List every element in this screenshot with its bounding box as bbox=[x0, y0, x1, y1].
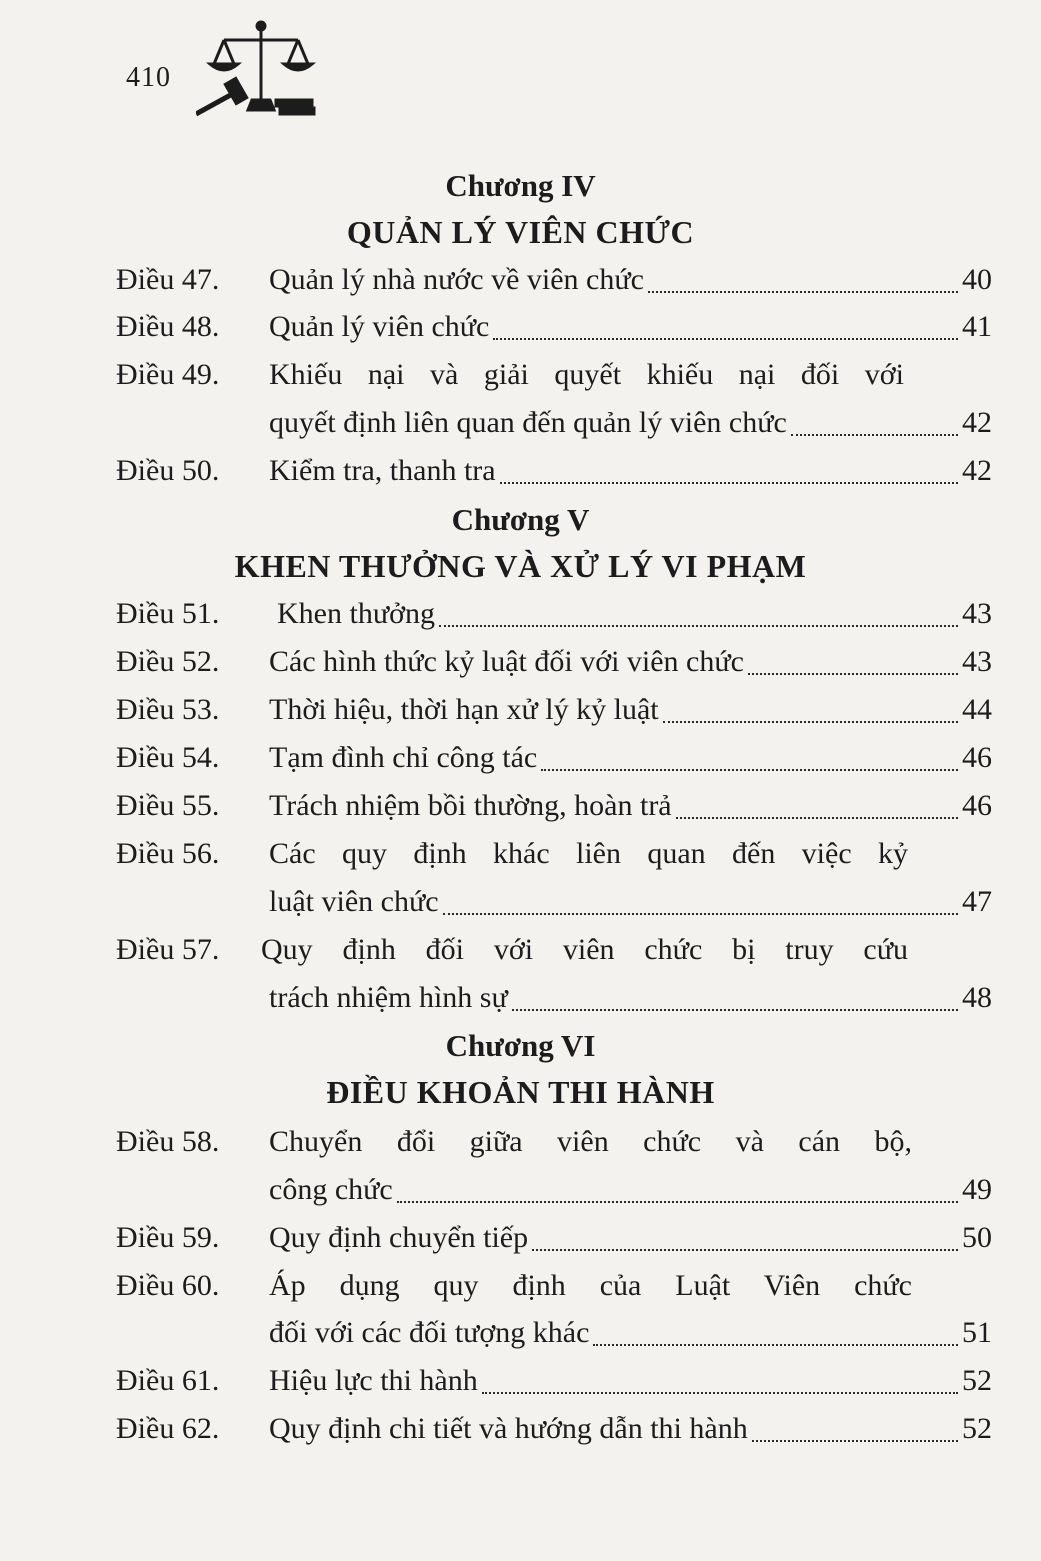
article-number: Điều 56. bbox=[116, 837, 220, 870]
article-number: Điều 48. bbox=[116, 310, 220, 343]
page-reference: 52 bbox=[962, 1364, 992, 1397]
toc-entry-art-54[interactable] bbox=[116, 736, 992, 780]
toc-entry-art-57-cont[interactable] bbox=[116, 976, 992, 1020]
dot-leader bbox=[541, 736, 958, 771]
dot-leader bbox=[752, 1407, 958, 1442]
page-reference: 51 bbox=[962, 1316, 992, 1349]
article-title: Quản lý viên chức bbox=[269, 310, 490, 343]
toc-entry-art-59[interactable] bbox=[116, 1216, 992, 1260]
article-number: Điều 52. bbox=[116, 645, 220, 678]
article-number: Điều 50. bbox=[116, 454, 220, 487]
article-number: Điều 47. bbox=[116, 263, 220, 296]
article-title: Kiểm tra, thanh tra bbox=[269, 454, 496, 487]
article-title-continued: trách nhiệm hình sự bbox=[269, 981, 508, 1014]
page-reference: 50 bbox=[962, 1221, 992, 1254]
toc-entry-art-62[interactable] bbox=[116, 1407, 992, 1451]
dot-leader bbox=[663, 688, 958, 723]
article-number: Điều 51. bbox=[116, 597, 220, 630]
toc-entry-art-56-cont[interactable] bbox=[116, 880, 992, 924]
toc-entry-art-57[interactable] bbox=[116, 928, 992, 972]
article-title: Quy định đối với viên chức bị truy cứu bbox=[261, 933, 908, 966]
page-reference: 49 bbox=[962, 1173, 992, 1206]
page-reference: 44 bbox=[962, 693, 992, 726]
toc-entry-art-56[interactable] bbox=[116, 832, 992, 876]
scales-of-justice-gavel-icon bbox=[196, 18, 326, 118]
article-title: Khen thưởng bbox=[277, 597, 435, 630]
article-number: Điều 61. bbox=[116, 1364, 220, 1397]
chapter-vi-title: ĐIỀU KHOẢN THI HÀNH bbox=[326, 1074, 715, 1110]
page-reference: 52 bbox=[962, 1412, 992, 1445]
page-reference: 41 bbox=[962, 310, 992, 343]
article-title: Áp dụng quy định của Luật Viên chức bbox=[269, 1269, 912, 1302]
page-reference: 42 bbox=[962, 454, 992, 487]
page-reference: 47 bbox=[962, 885, 992, 918]
toc-entry-art-48[interactable] bbox=[116, 305, 992, 349]
page-number: 410 bbox=[126, 62, 171, 93]
dot-leader bbox=[648, 258, 958, 293]
dot-leader bbox=[493, 305, 958, 340]
article-title: Quy định chi tiết và hướng dẫn thi hành bbox=[269, 1412, 748, 1445]
page-reference: 43 bbox=[962, 597, 992, 630]
article-title: Khiếu nại và giải quyết khiếu nại đối với bbox=[269, 358, 904, 391]
article-number: Điều 55. bbox=[116, 789, 220, 822]
article-title: Tạm đình chỉ công tác bbox=[269, 741, 538, 774]
toc-entry-art-53[interactable] bbox=[116, 688, 992, 732]
dot-leader bbox=[397, 1168, 958, 1203]
page-reference: 48 bbox=[962, 981, 992, 1014]
article-number: Điều 59. bbox=[116, 1221, 220, 1254]
dot-leader bbox=[500, 449, 958, 484]
toc-entry-art-50[interactable] bbox=[116, 449, 992, 493]
dot-leader bbox=[791, 401, 958, 436]
toc-entry-art-58[interactable] bbox=[116, 1120, 992, 1164]
article-title: Quản lý nhà nước về viên chức bbox=[269, 263, 644, 296]
article-title-continued: đối với các đối tượng khác bbox=[269, 1316, 590, 1349]
article-number: Điều 60. bbox=[116, 1269, 220, 1302]
dot-leader bbox=[748, 640, 958, 675]
article-number: Điều 58. bbox=[116, 1125, 220, 1158]
toc-entry-art-60-cont[interactable] bbox=[116, 1311, 992, 1355]
article-title: Chuyển đổi giữa viên chức và cán bộ, bbox=[269, 1125, 912, 1158]
article-title: Trách nhiệm bồi thường, hoàn trả bbox=[269, 789, 672, 822]
article-title-continued: luật viên chức bbox=[269, 885, 439, 918]
dot-leader bbox=[443, 880, 958, 915]
page-reference: 42 bbox=[962, 406, 992, 439]
article-title: Quy định chuyển tiếp bbox=[269, 1221, 529, 1254]
article-title: Thời hiệu, thời hạn xử lý kỷ luật bbox=[269, 693, 659, 726]
article-title-continued: công chức bbox=[269, 1173, 393, 1206]
dot-leader bbox=[512, 976, 958, 1011]
toc-entry-art-61[interactable] bbox=[116, 1359, 992, 1403]
dot-leader bbox=[676, 784, 958, 819]
toc-entry-art-60[interactable] bbox=[116, 1264, 992, 1308]
article-number: Điều 62. bbox=[116, 1412, 220, 1445]
article-title-continued: quyết định liên quan đến quản lý viên chức bbox=[269, 406, 787, 439]
page-reference: 43 bbox=[962, 645, 992, 678]
article-title: Hiệu lực thi hành bbox=[269, 1364, 478, 1397]
article-title: Các hình thức kỷ luật đối với viên chức bbox=[269, 645, 744, 678]
dot-leader bbox=[593, 1311, 958, 1346]
chapter-iv-number: Chương IV bbox=[445, 168, 596, 203]
chapter-iv-title: QUẢN LÝ VIÊN CHỨC bbox=[346, 214, 695, 250]
article-number: Điều 53. bbox=[116, 693, 220, 726]
chapter-vi-number: Chương VI bbox=[445, 1028, 596, 1063]
toc-entry-art-51[interactable] bbox=[116, 592, 992, 636]
toc-entry-art-52[interactable] bbox=[116, 640, 992, 684]
toc-entry-art-49-cont[interactable] bbox=[116, 401, 992, 445]
toc-entry-art-58-cont[interactable] bbox=[116, 1168, 992, 1212]
dot-leader bbox=[439, 592, 958, 627]
chapter-v-number: Chương V bbox=[451, 502, 590, 537]
chapter-v-title: KHEN THƯỞNG VÀ XỬ LÝ VI PHẠM bbox=[234, 548, 807, 584]
toc-entry-art-47[interactable] bbox=[116, 258, 992, 302]
article-number: Điều 57. bbox=[116, 933, 220, 966]
article-number: Điều 49. bbox=[116, 358, 220, 391]
page-reference: 46 bbox=[962, 789, 992, 822]
page-reference: 40 bbox=[962, 263, 992, 296]
dot-leader bbox=[482, 1359, 958, 1394]
toc-entry-art-55[interactable] bbox=[116, 784, 992, 828]
article-title: Các quy định khác liên quan đến việc kỷ bbox=[269, 837, 908, 870]
toc-entry-art-49[interactable] bbox=[116, 353, 992, 397]
page-reference: 46 bbox=[962, 741, 992, 774]
dot-leader bbox=[532, 1216, 958, 1251]
article-number: Điều 54. bbox=[116, 741, 220, 774]
